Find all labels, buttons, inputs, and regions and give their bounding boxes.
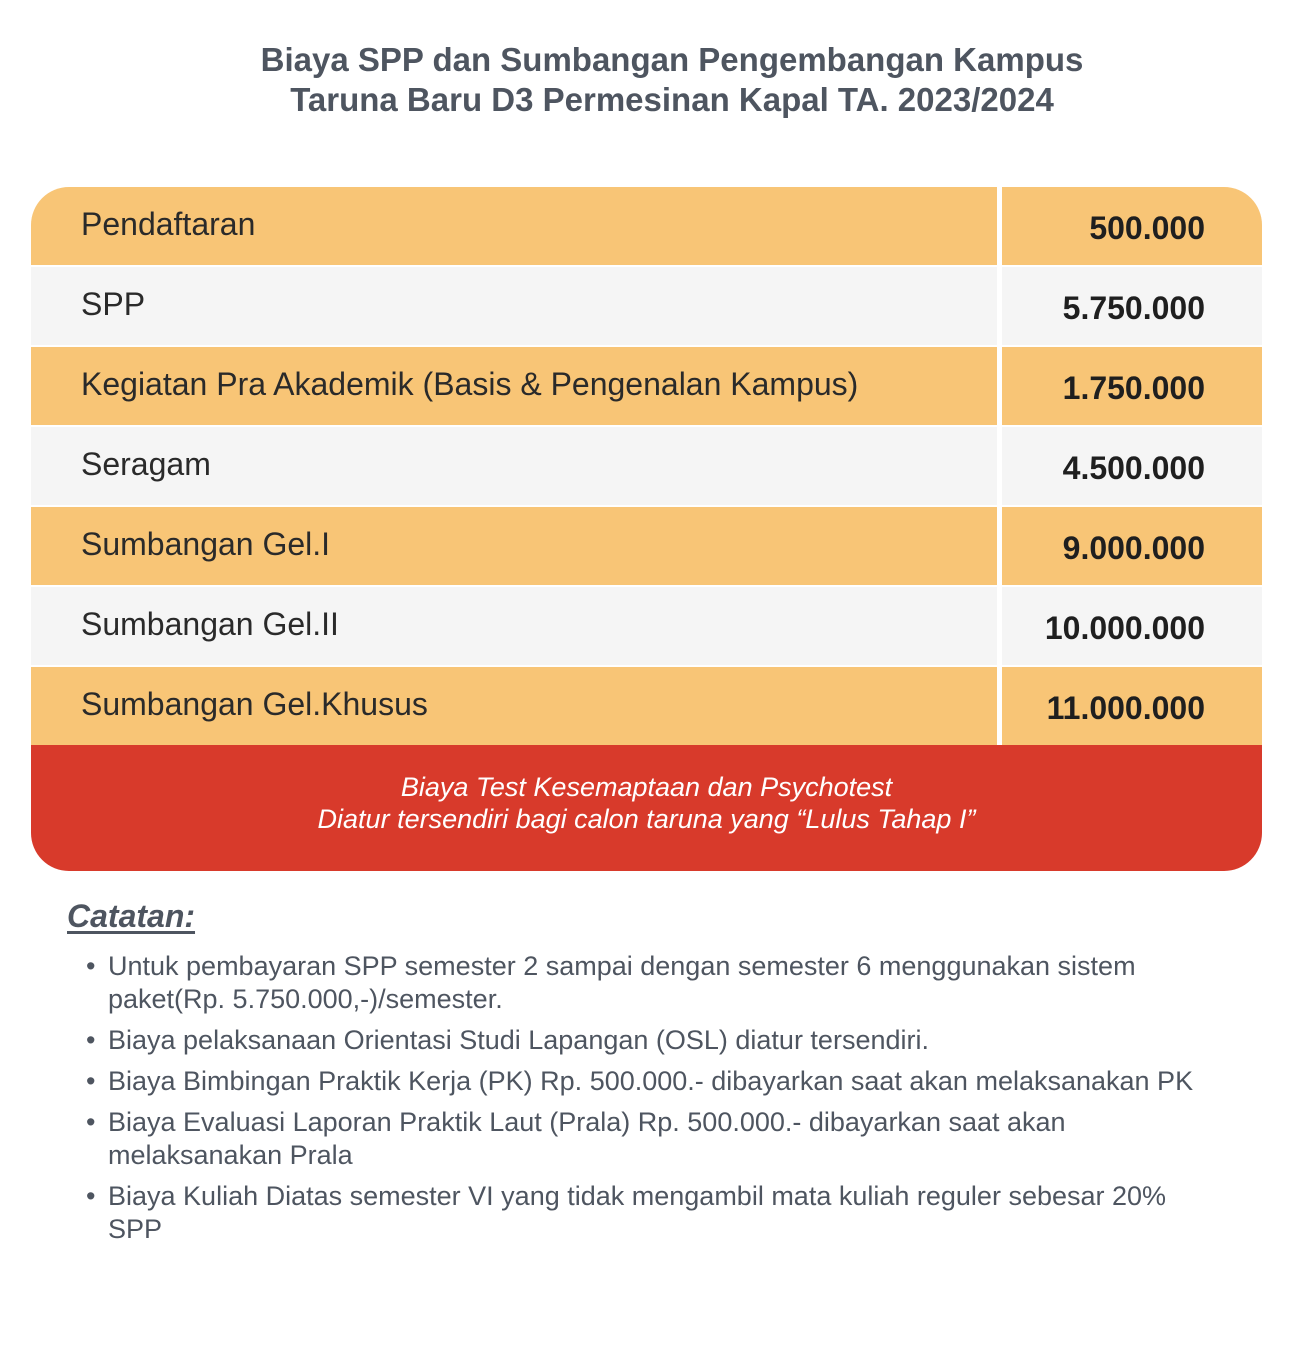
fee-amount: 9.000.000 (1002, 507, 1262, 585)
fee-amount: 5.750.000 (1002, 267, 1262, 345)
fee-row (31, 507, 1262, 585)
bullet-icon: • (86, 1181, 96, 1211)
bullet-icon: • (86, 1025, 96, 1055)
fee-label: Pendaftaran (31, 187, 997, 265)
fee-row (31, 587, 1262, 665)
note-text: Biaya pelaksanaan Orientasi Studi Lapangan (OSL) diatur tersendiri. (108, 1025, 929, 1055)
page-title-line-1: Biaya SPP dan Sumbangan Pengembangan Kampus (260, 41, 1084, 78)
fee-amount: 11.000.000 (1002, 667, 1262, 745)
note-text: Biaya Kuliah Diatas semester VI yang tidak mengambil mata kuliah reguler sebesar 20% SPP (108, 1181, 1167, 1244)
fee-amount: 4.500.000 (1002, 427, 1262, 505)
test-fee-note-line-1: Biaya Test Kesemaptaan dan Psychotest (400, 772, 893, 802)
fee-row (31, 667, 1262, 745)
bullet-icon: • (86, 1107, 96, 1137)
notes-list (86, 950, 1226, 1254)
fee-row (31, 427, 1262, 505)
fee-amount: 1.750.000 (1002, 347, 1262, 425)
notes-heading: Catatan: (67, 898, 196, 934)
fee-label: Sumbangan Gel.I (31, 507, 997, 585)
bullet-icon: • (86, 951, 96, 981)
note-text: Biaya Bimbingan Praktik Kerja (PK) Rp. 500.000.- dibayarkan saat akan melaksanakan PK (108, 1066, 1194, 1096)
fee-amount: 500.000 (1002, 187, 1262, 265)
list-item (86, 1024, 1226, 1057)
fee-label: Sumbangan Gel.II (31, 587, 997, 665)
note-text: Biaya Evaluasi Laporan Praktik Laut (Prala) Rp. 500.000.- dibayarkan saat akan melaksanakan Prala (108, 1107, 1066, 1170)
page-title-line-2: Taruna Baru D3 Permesinan Kapal TA. 2023/2024 (290, 81, 1054, 118)
fee-label: SPP (31, 267, 997, 345)
fee-row (31, 347, 1262, 425)
fee-row (31, 267, 1262, 345)
fee-row (31, 187, 1262, 265)
list-item (86, 1065, 1226, 1098)
fee-table (31, 187, 1262, 871)
fee-label: Sumbangan Gel.Khusus (31, 667, 997, 745)
bullet-icon: • (86, 1066, 96, 1096)
test-fee-note-line-2: Diatur tersendiri bagi calon taruna yang “Lulus Tahap I” (317, 804, 976, 834)
test-fee-note-band (31, 745, 1262, 871)
list-item (86, 1106, 1226, 1172)
list-item (86, 950, 1226, 1016)
list-item (86, 1180, 1226, 1246)
fee-amount: 10.000.000 (1002, 587, 1262, 665)
page-title (0, 40, 1294, 120)
fee-label: Kegiatan Pra Akademik (Basis & Pengenalan Kampus) (31, 347, 997, 425)
note-text: Untuk pembayaran SPP semester 2 sampai dengan semester 6 menggunakan sistem paket(Rp. 5.750.000,-)/semester. (108, 951, 1136, 1014)
fee-label: Seragam (31, 427, 997, 505)
